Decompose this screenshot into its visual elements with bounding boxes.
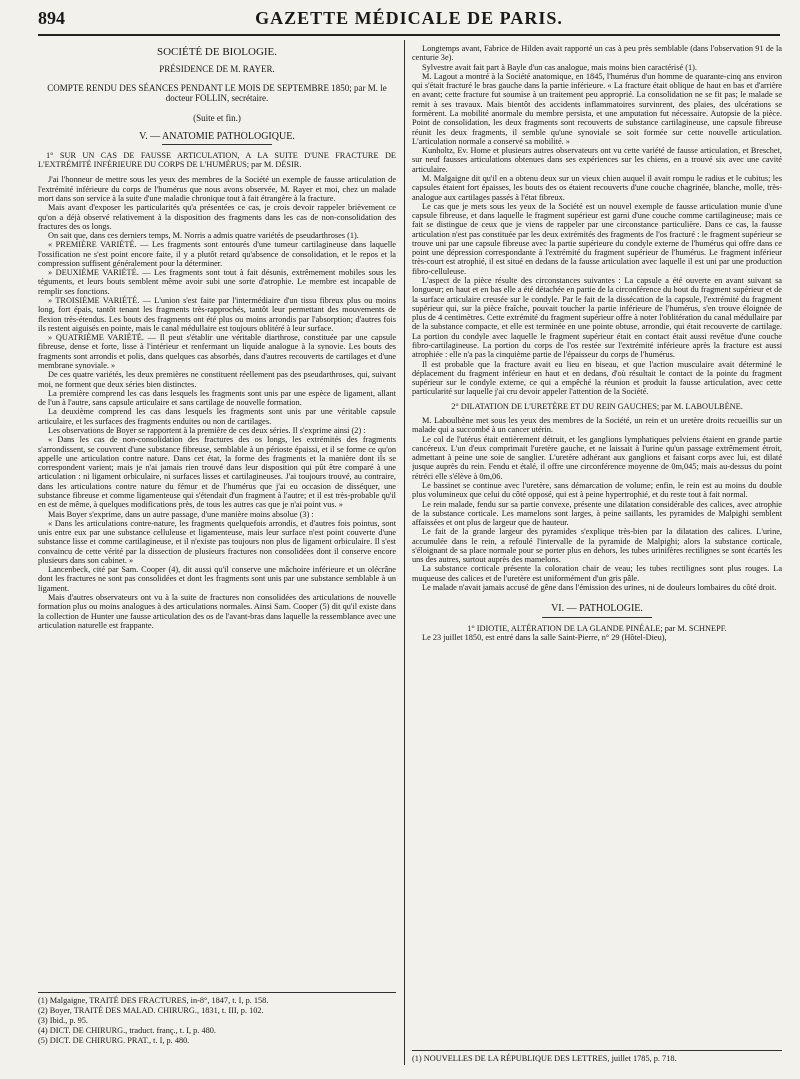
right-column (412, 44, 782, 1064)
column-divider (404, 40, 405, 1065)
section-heading: V. — ANATOMIE PATHOLOGIQUE. (139, 130, 295, 142)
paragraph: Longtemps avant, Fabrice de Hilden avait rapporté un cas à peu près semblable (dans l'observation 91 de la centurie 3e). (412, 44, 782, 63)
footnote: (1) Malgaigne, TRAITÉ DES FRACTURES, in-8°, 1847, t. I, p. 158. (38, 996, 269, 1005)
section-rule (542, 617, 652, 618)
quote-paragraph: » DEUXIÈME VARIÉTÉ. — Les fragments sont tout à fait désunis, extrêmement mobiles sous les téguments, et leurs bouts semblent même avoir subi une sorte d'atrophie. Le membre est incapable de remplir ses fonctions. (38, 268, 396, 296)
paragraph: Lancenbeck, cité par Sam. Cooper (4), dit aussi qu'il conserve une mâchoire inférieure et un olécrâne dont les fractures ne sont pas consolidées et dont les fragments sont unis par une substance semblable à un ligament. (38, 565, 396, 593)
paragraph: M. Laboulbène met sous les yeux des membres de la Société, un rein et un uretère droits recueillis sur un malade qui a succombé à un cancer utérin. (412, 415, 782, 435)
paragraph: Le 23 juillet 1850, est entré dans la salle Saint-Pierre, n° 29 (Hôtel-Dieu), (422, 632, 667, 642)
paragraph: Le rein malade, fendu sur sa partie convexe, présente une dilatation considérable des calices, avec atrophie de la substance corticale. Les mamelons sont larges, à peine saillants, les pyramides de Malpighi semblent affaissées et ont plus de largeur que de hauteur. (412, 499, 782, 528)
paragraph: Le col de l'utérus était entièrement détruit, et les ganglions lymphatiques pelviens étaient en grande partie cancéreux. L'un d'eux comprimait l'uretère gauche, et ne laissait à l'urine qu'un passage extrêmement étroit, admettant à peine une soie de sanglier. L'uretère adhérant aux ganglions et faisant corps avec lui, est dilaté jusque auprès du rein. Fendu et étalé, il offre une circonférence moyenne de 0m,045; mais au-dessus du point rétréci elle s'élève à 0m,06. (412, 434, 782, 481)
paragraph: Les observations de Boyer se rapportent à la première de ces deux séries. Il s'exprime ainsi (2) : (48, 425, 366, 435)
quote-paragraph: « PREMIÈRE VARIÉTÉ. — Les fragments sont entourés d'une tumeur cartilagineuse dans laquelle l'ossification ne s'est point encore faite, il y a plutôt retard qu'absence de consolidation, et le repos et la compression suffisent généralement pour la déterminer. (38, 240, 396, 268)
page-header (38, 8, 780, 36)
journal-title: GAZETTE MÉDICALE DE PARIS. (255, 8, 563, 28)
footnote: (5) DICT. DE CHIRURG. PRAT., t. I, p. 480. (38, 1035, 190, 1045)
paragraph: M. Malgaigne dit qu'il en a obtenu deux sur un vieux chien auquel il avait rompu le radius et le cubitus; les capsules étaient fort épaisses, les bouts des os étaient recouverts d'une couche chagrinée, blanche, molle, très-analogue aux cartilages passés à l'état fibreux. (412, 173, 782, 202)
footnote: (4) DICT. DE CHIRURG., traduct. franç., t. I, p. 480. (38, 1025, 216, 1035)
spacer (412, 592, 782, 597)
paragraph: Le malade n'avait jamais accusé de gêne dans l'émission des urines, ni de douleurs lombaires du côté droit. (422, 583, 777, 593)
paragraph: L'aspect de la pièce résulte des circonstances suivantes : La capsule a été ouverte en avant suivant sa longueur; en haut et en bas elle a été détachée en partie de la circonférence du bout du fragment supérieur et de la surface articulaire creusée sur le condyle. Par le fait de la dissécation de la capsule, l'extrémité du fragment supérieur qui, sur la pièce fraîche, pouvait toucher la partie inférieure de l'humérus, s'en trouve éloignée de plus de 4 centimètres. Cette extrémité du fragment supérieur offre à noter l'oblitération du canal médullaire par de la substance compacte, et elle est terminée en une pointe obtuse, arrondie, qui était recouverte de cartilage. La portion du condyle avec laquelle le fragment supérieur était en contact était aussi revêtue d'une couche fibro-cartilagineuse. La portion du corps de l'os restée sur l'extrémité inférieure après la fracture est aussi atrophiée : elle n'a pas la cinquième partie de l'épaisseur du corps de l'humérus. (412, 276, 782, 360)
left-footnotes (38, 992, 396, 1046)
article-title: 1° SUR UN CAS DE FAUSSE ARTICULATION, A LA SUITE D'UNE FRACTURE DE L'EXTRÉMITÉ INFÉRIEURE DU CORPS DE L'HUMÉRUS; par M. DÉSIR. (38, 150, 396, 170)
paragraph: Le bassinet se continue avec l'uretère, sans démarcation de volume; enfin, le rein est au moins du double plus volumineux que celui du côté opposé, qui est à peine hypertrophié, et du reste tout à fait normal. (412, 480, 782, 500)
presidency-line: PRÉSIDENCE DE M. RAYER. (159, 64, 275, 75)
paragraph: Le cas que je mets sous les yeux de la Société est un nouvel exemple de fausse articulation munie d'une capsule fibreuse, et dans laquelle le fragment supérieur est garni d'une couche comme cartilagineuse; mais ce fait se distingue de ceux que je viens de rappeler par une circonstance particulière. Dans ce cas, la fausse articulation n'est pas constituée par les deux extrémités des fragments de l'os fracturé : le fragment supérieur se trouve uni par une capsule fibreuse avec la partie supérieure du condyle externe de l'humérus qui offre dans ce point une dépression correspondante à l'extrémité du fragment supérieur de l'humérus. Le fragment inférieur très-court est atrophié, il est situé en dedans de la fausse articulation avec laquelle il est uni par une production fibro-celluleuse. (412, 201, 782, 276)
left-column (38, 44, 396, 990)
paragraph: Mais avant d'exposer les particularités qu'a présentées ce cas, je crois devoir rappeler brièvement ce qu'on a déjà observé relativement à la disposition des fragments dans les cas de non-consolidation des fractures des os longs. (38, 203, 396, 231)
paragraph: M. Lagout a montré à la Société anatomique, en 1845, l'humérus d'un homme de quarante-cinq ans environ qui s'était fracturé le bras gauche dans la partie inférieure. « La fracture était oblique de haut en bas et d'arrière en avant; cette fracture fut soumise à un traitement peu approprié. La consolidation ne se fit pas; le malade se remit à ses travaux. Mais bientôt des accidents inflammatoires survinrent, des plaies, des ulcérations se formèrent. La mobilité anormale du membre persista, et une amputation fut nécessaire. Autopsie de la pièce. Point de consolidation, les deux fragments sont recouverts de substance cartilagineuse, une capsule fibreuse réunit les deux fragments, il semble qu'une synoviale se soit formée sur cette nouvelle articulation. L'articulation normale a conservé sa mobilité. » (412, 71, 782, 146)
quote-paragraph: » QUATRIÈME VARIÉTÉ. — Il peut s'établir une véritable diarthrose, constituée par une capsule fibreuse, dense et forte, lisse à l'intérieur et renfermant un liquide analogue à la synovie. Les bouts des fragments sont arrondis et polis, dans quelques cas absorbés, dans d'autres recouverts de cartilages et d'une membrane synoviale. » (38, 333, 396, 370)
paragraph: J'ai l'honneur de mettre sous les yeux des membres de la Société un exemple de fausse articulation de l'extrémité inférieure du corps de l'humérus que nous avons observée, M. Rayer et moi, chez un malade mort dans son service à la suite d'une maladie chronique tout à fait étrangère à la fracture. (38, 175, 396, 203)
paragraph: La substance corticale présente la coloration chair de veau; les tubes rectilignes sont plus rouges. La muqueuse des calices et de l'uretère est uniformément d'un gris pâle. (412, 564, 782, 583)
paragraph: De ces quatre variétés, les deux premières ne constituent réellement pas des pseudarthroses, qui, suivant moi, ne forment que deux séries bien distinctes. (38, 370, 396, 389)
paragraph: Il est probable que la fracture avait eu lieu en biseau, et que l'action musculaire avait déterminé le déplacement du fragment inférieur en haut et en dedans, d'où résultait le contact de la pointe du fragment supérieur sur le condyle externe, ce qui a empêché la réunion et produit la fausse articulation, avec cette particularité sur laquelle j'ai cru devoir appeler l'attention de la Société. (412, 359, 782, 397)
right-footnotes (412, 1050, 782, 1064)
paragraph: Sylvestre avait fait part à Bayle d'un cas analogue, mais moins bien caractérisé (1). (422, 62, 697, 72)
paragraph: Mais Boyer s'exprime, dans un autre passage, d'une manière moins absolue (3) : (48, 509, 314, 519)
section-2-heading: VI. — PATHOLOGIE. (551, 603, 643, 615)
quote-paragraph: « Dans les articulations contre-nature, les fragments quelquefois arrondis, et d'autres fois pointus, sont unis entre eux par une substance celluleuse et ligamenteuse, mais leur surface n'est point couverte d'une substance lisse et comme cartilagineuse, et il n'existe pas toujours non plus de ligament orbiculaire. Il s'est convaincu de cette vérité par la dissection de plusieurs fractures non consolidées dont il conserve encore plusieurs dans son cabinet. » (38, 518, 396, 565)
paragraph: Mais d'autres observateurs ont vu à la suite de fractures non consolidées des articulations de nouvelle formation plus ou moins analogues à des articulations normales. Ainsi Sam. Cooper (5) dit qu'il existe dans la collection de Hunter une fausse articulation des os de l'avant-bras dans laquelle la ressemblance avec une articulation naturelle est frappante. (38, 593, 396, 630)
paragraph: On sait que, dans ces derniers temps, M. Norris a admis quatre variétés de pseudarthroses (1). (48, 231, 359, 241)
page-number: 894 (38, 8, 65, 28)
compte-rendu-line: COMPTE RENDU DES SÉANCES PENDANT LE MOIS DE SEPTEMBRE 1850; par M. le docteur FOLLIN, secrétaire. (47, 83, 387, 104)
paragraph: Le fait de la grande largeur des pyramides s'explique très-bien par la dilatation des calices. L'urine, accumulée dans le rein, a refoulé l'intervalle de la pyramide de Malpighi; alors la substance corticale, s'éloignant de sa place normale pour se porter plus en dehors, les tubes urinifères rectilignes se sont écartés les uns des autres, surtout auprès des mamelons. (412, 527, 782, 565)
paragraph: La deuxième comprend les cas dans lesquels les fragments sont unis par une véritable capsule articulaire, et les surfaces des fragments enduites ou non de cartilages. (38, 407, 396, 426)
paragraph: La première comprend les cas dans lesquels les fragments sont unis par une espèce de ligament, allant de l'un à l'autre, sans capsule articulaire et sans cartilage de nouvelle formation. (38, 388, 396, 408)
paragraph: Kunholtz, Ev. Home et plusieurs autres observateurs ont vu cette variété de fausse articulation, et Breschet, sur neuf fausses articulations obtenues dans ses expériences sur les chiens, en a trouvé six avec une cavité articulaire. (412, 146, 782, 174)
footnote: (2) Boyer, TRAITÉ DES MALAD. CHIRURG., 1831, t. III, p. 102. (38, 1005, 264, 1015)
section-rule (162, 144, 272, 145)
article-3-title: 1° IDIOTIE, ALTÉRATION DE LA GLANDE PINÉALE; par M. SCHNEPF. (467, 623, 727, 633)
article-2-title: 2° DILATATION DE L'URETÈRE ET DU REIN GAUCHES; par M. LABOULBÈNE. (451, 401, 743, 411)
footnote: (3) Ibid., p. 95. (38, 1015, 89, 1025)
society-heading: SOCIÉTÉ DE BIOLOGIE. (156, 46, 278, 58)
suite-line: (Suite et fin.) (193, 112, 241, 123)
quote-paragraph: » TROISIÈME VARIÉTÉ. — L'union s'est faite par l'intermédiaire d'un tissu fibreux plus ou moins long, fort épais, tantôt tenant les fragments très-rapprochés, tantôt leur permettant des mouvements de flexion très-étendus. Les bouts des fragments ont été plus ou moins arrondis par l'absorption; d'autres fois ils restent aiguisés en pointe, mais le canal médullaire est toujours oblitéré à leur surface. (38, 296, 396, 333)
quote-paragraph: « Dans les cas de non-consolidation des fractures des os longs, les extrémités des fragments s'arrondissent, se couvrent d'une substance fibreuse, semblable à un périoste épaissi, et il se forme ce qu'on appelle une articulation contre nature. Dans cet état, la forme des fragments et la manière dont ils se correspondent varient; mais je n'ai jamais rien trouvé dans leur disposition qui pût être comparé à une articulation : ni ligament orbiculaire, ni surfaces lisses et cartilagineuses. J'ai toujours trouvé, au contraire, dans les articulations contre nature du fémur et de l'humérus que j'ai eu occasion de disséquer, une substance fibreuse et comme ligamenteuse qui s'étendait d'un fragment à l'autre; et il est très-probable qu'il en est de même, à quelques modifications près, de tous les autres cas que je n'ai point vus. » (38, 435, 396, 510)
footnote: (1) NOUVELLES DE LA RÉPUBLIQUE DES LETTRES, juillet 1785, p. 718. (412, 1054, 677, 1063)
